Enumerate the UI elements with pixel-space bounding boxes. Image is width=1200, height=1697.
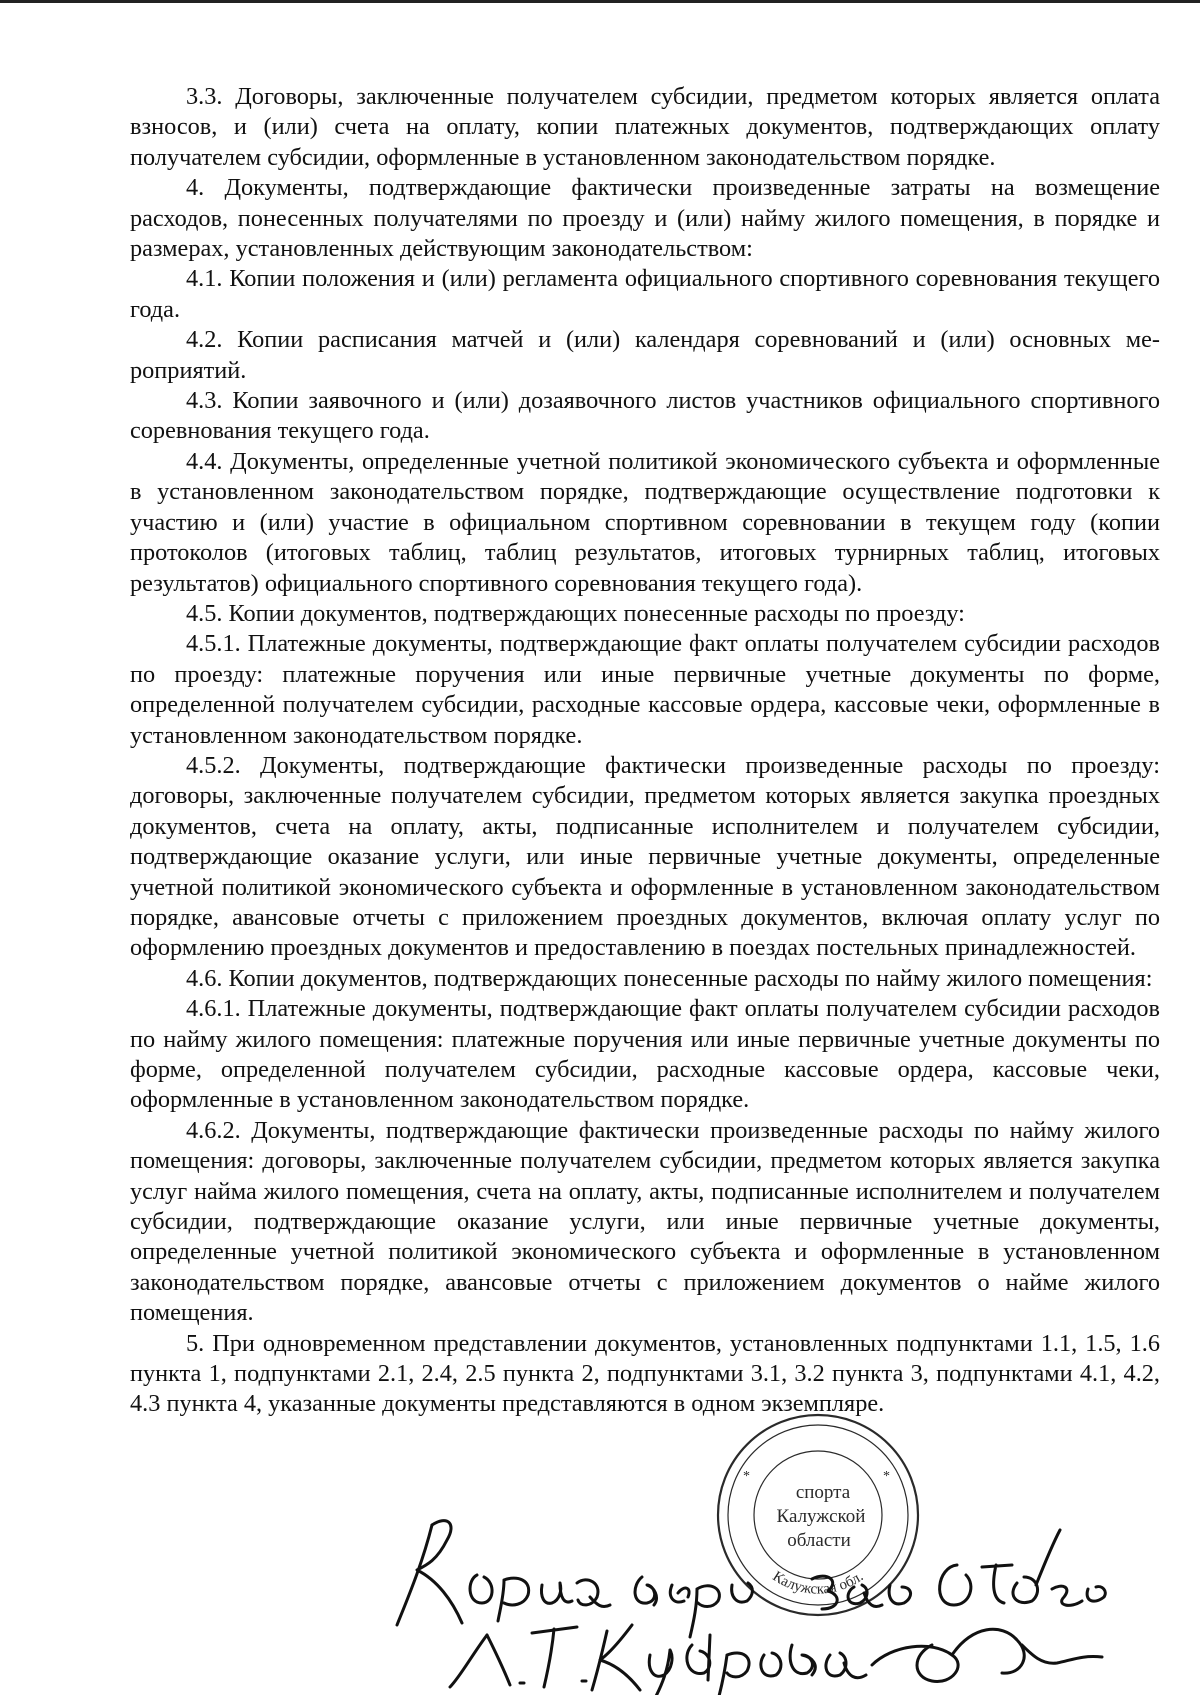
paragraph-4-5-2: 4.5.2. Документы, подтверждающие фактически произведенные расходы по проезду: договоры, заключенные получателем субсидии, предметом которых является закупка проездных документов, счета на оплату, акты, подписанные исполнителем и получателем субсидии, подтверждающие оказание услуги, или иные первичные учетные документы, определенные учетной политикой экономического субъекта и оформленные в установленном законодательством порядке, авансовые отчеты с приложением проездных документов, включая оплату услуг по оформлению проездных документов и предоставлению в поездах постельных принадлежностей. bbox=[130, 751, 1160, 962]
paragraph-4-5-1: 4.5.1. Платежные документы, подтверждающие факт оплаты получателем субсидии расходов по проезду: платежные поручения или иные первичные учетные документы по форме, определенной получателем субсидии, расходные кассовые ордера, кассовые чеки, оформленные в установленном законодательством порядке. bbox=[130, 630, 1160, 749]
seal-star-left: * bbox=[743, 1469, 750, 1484]
paragraph-3-3: 3.3. Договоры, заключенные получателем субсидии, предметом которых является оплата взносов, и (или) счета на оплату, копии платежных документов, подтверждающих оплату получателем субсидии, оформленные в установленном законодательством порядке. bbox=[130, 83, 1160, 171]
paragraph-4: 4. Документы, подтверждающие фактически произведенные затраты на возмещение расходов, понесенных получателями по проезду и (или) найму жилого помещения, в порядке и размерах, установленных действующим законодательством: bbox=[130, 174, 1160, 263]
paragraph-4-6: 4.6. Копии документов, подтверждающих понесенные расходы по найму жилого помещения: bbox=[186, 964, 1153, 992]
seal-ring-text: Калужская обл. bbox=[769, 1568, 867, 1598]
paragraph-4-2: 4.2. Копии расписания матчей и (или) календаря соревнований и (или) основных мероприятий. bbox=[130, 326, 1160, 384]
paragraph-4-6-2: 4.6.2. Документы, подтверждающие фактически произведенные расходы по найму жилого помещения: договоры, заключенные получателем субсидии, предметом которых является закупка услуг найма жилого помещения, счета на оплату, акты, подписанные исполнителем и получателем субсидии, подтверждающие оказание услуги, или иные первичные учетные документы, определенные учетной политикой экономического субъекта и оформленные в установленном законодательством порядке, авансовые отчеты с приложением документов о найме жилого помещения. bbox=[130, 1116, 1160, 1327]
scan-edge bbox=[0, 0, 1200, 3]
paragraph-4-4: 4.4. Документы, определенные учетной политикой экономического субъекта и оформленные в установленном законодательством порядке, подтверждающие осуществление подготовки к участию и (или) участие в официальном спортивном соревновании в текущем году (копии протоколов (итоговых таблиц, таблиц результатов, итоговых турнирных таблиц, итоговых результатов) официального спортивного соревнования текущего года). bbox=[130, 447, 1160, 597]
paragraph-4-5: 4.5. Копии документов, подтверждающих понесенные расходы по проезду: bbox=[186, 599, 965, 627]
paragraph-4-6-1: 4.6.1. Платежные документы, подтверждающие факт оплаты получателем субсидии расходов по найму жилого помещения: платежные поручения или иные первичные учетные документы по форме, определенной получателем субсидии, расходные кассовые ордера, кассовые чеки, оформленные в установленном законодательством порядке. bbox=[130, 995, 1160, 1114]
seal-line-1: спорта bbox=[795, 1482, 851, 1503]
seal-line-2: Калужской bbox=[776, 1506, 866, 1527]
paragraph-4-1: 4.1. Копии положения и (или) регламента официального спортивного соревнования текущего года. bbox=[130, 265, 1160, 323]
handwritten-signature bbox=[392, 1505, 1112, 1695]
document-body bbox=[130, 82, 1160, 1420]
paragraph-5: 5. При одновременном представлении документов, установленных подпунктами 1.1, 1.5, 1.6 пункта 1, подпунктами 2.1, 2.4, 2.5 пункта 2, подпунктами 3.1, 3.2 пункта 3, подпунктами 4.1, 4.2, 4.3 пункта 4, указанные документы представляются в одном экземпляре. bbox=[130, 1329, 1160, 1418]
seal-line-3: области bbox=[787, 1530, 851, 1551]
paragraph-4-3: 4.3. Копии заявочного и (или) дозаявочного листов участников официального спортивного соревнования текущего года. bbox=[130, 387, 1160, 445]
seal-star-right: * bbox=[883, 1469, 890, 1484]
